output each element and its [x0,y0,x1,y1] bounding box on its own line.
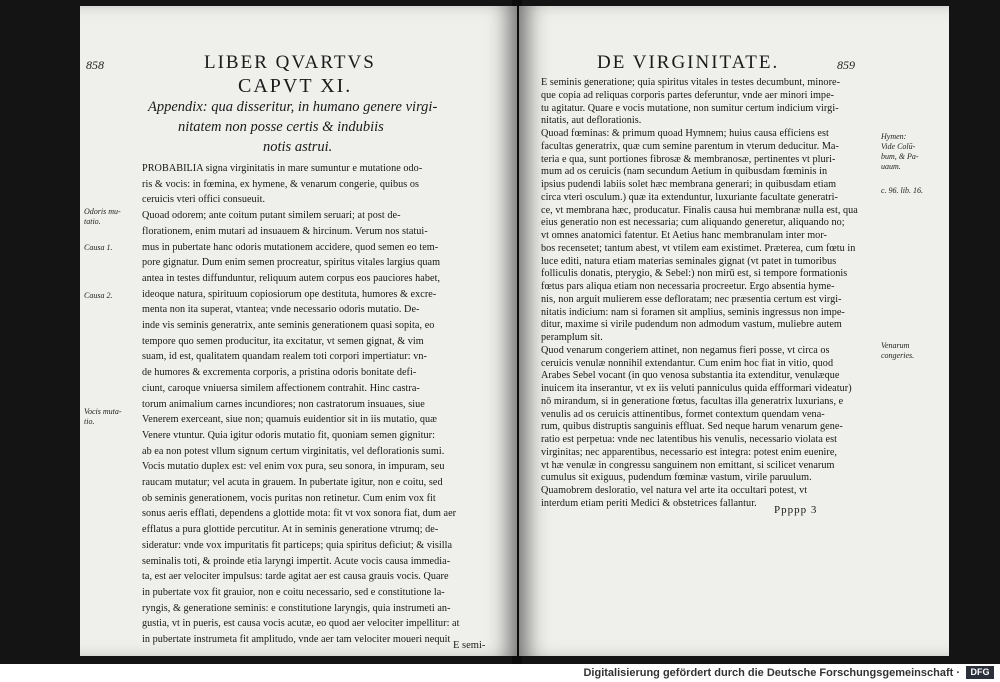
text-line: que copia ad reliquas corporis partes deferuntur, vnde aer minori impe- [541,89,835,101]
text-line: peramplum sit. [541,332,603,343]
text-line: florationem, enim mutari ad insuauem & hircinum. Verum nos statui- [142,225,428,237]
text-line: facultas generatrix, quæ cum semine parentum in vterum deducitur. Ma- [541,140,839,152]
catchword: E semi- [453,640,486,651]
signature-mark: Ppppp 3 [774,504,818,516]
text-line: ce, vt membrana hæc, producatur. Finalis causa hui membranæ nulla est, qua [541,204,858,216]
dfg-logo: DFG [966,666,994,679]
margin-note-causa-1: Causa 1. [84,243,113,252]
text-line: inde vis seminis generatrix, ante seminis generationem quasi sopita, eo [142,320,435,331]
right-folio: 859 [837,58,855,72]
margin-note-odoris: Odoris mu- tatio. [84,207,121,226]
text-line: circa vteri osculum.) quæ ita extenduntur, luxuriante facultate generatri- [541,191,838,203]
text-line: ris & vocis: in fœmina, ex hymene, & venarum congerie, quibus os [142,178,420,190]
text-line: ceruicis vteri offici consueuit. [142,194,266,206]
text-line: tu agitatur. Quare e vocis mutatione, non sumitur certum indicium virgi- [541,102,839,114]
text-line: nis, non arguit mulierem esse defloratam; nec præsentia certum est virgi- [541,293,842,305]
footer-credit: Digitalisierung gefördert durch die Deutsche Forschungsgemeinschaft · [583,667,960,679]
text-line: mus in pubertate hanc odoris mutationem accidere, quod semen eo tem- [142,241,439,253]
text-line: Venerem exerceant, siue non; quamuis euidentior sit in iis mutatio, quæ [142,414,437,426]
text-line: sideratur: vnde vox impuritatis fit particeps; quia spiritus deficiut; & visilla [142,539,453,551]
text-line: de humores & excrementa corporis, a pristina odoris bonitate defi- [142,367,417,379]
text-line: raucam mutatur; vel acuta in grauem. In pubertate igitur, non e coitu, sed [142,477,443,488]
heading-line-3: notis astrui. [263,139,333,155]
text-line: PROBABILIA signa virginitatis in mare sumuntur e mutatione odo- [142,163,423,174]
text-line: teria e qua, sunt portiones fibrosæ & membranosæ, pertinentes vt pluri- [541,153,836,165]
text-line: ratio est perpetua: vnde nec latentibus his venulis, necessario violata est [541,434,837,445]
text-line: sonus aeris efflati, dependens a glottide mota: fit vt vox sonora fiat, dum aer [142,508,457,520]
heading-line-1: Appendix: qua disseritur, in humano genere virgi- [148,99,438,115]
text-line: venulis ad os ceruicis attinentibus, formet contextum quendam vena- [541,408,825,420]
right-page [519,6,949,656]
text-line: nō mirandum, si in generatione fœtus, facultas illa generatrix luxurians, e [541,395,844,407]
text-line: Quoad fœminas: & primum quoad Hymnem; huius causa efficiens est [541,128,829,139]
text-line: Venere vtuntur. Quia igitur odoris mutatio fit, quoniam semen gignitur: [142,429,435,441]
text-line: Quamobrem desloratio, vel natura vel arte ita occultari potest, vt [541,485,808,496]
heading-line-2: nitatem non posse certis & indubiis [178,119,384,135]
text-line: pore gignatur. Dum enim semen procreatur, spiritus vitales largius quam [142,257,441,269]
chapter-title: CAPVT XI. [238,75,353,97]
text-line: vt hæ venulæ in congressu sanguinem non emittant, si scilicet venarum [541,459,835,471]
margin-note-reference: c. 96. lib. 16. [881,186,923,195]
left-folio: 858 [86,58,104,72]
text-line: fœtus pars aliqua etiam non necessaria procreetur. Ergo absentia hyme- [541,281,835,292]
text-line: gustia, vt in pueris, est causa vocis acutæ, eo quod aer velociter impellitur: at [142,618,460,630]
text-line: Vocis mutatio duplex est: vel enim vox pura, seu sonora, in impuram, seu [142,461,445,473]
text-line: seminalis toti, & proinde etia laryngi impertit. Acute vocis causa immedia- [142,555,451,567]
text-line: ta, est aer velociter impulsus: tarde agitat aer est causa grauis vocis. Quare [142,571,449,583]
text-line: nitatis, aut deflorationis. [541,115,642,127]
text-line: inuicem ita inserantur, vt ex iis veluti panniculus quida effformari videatur) [541,383,852,394]
text-line: antea in testes diffunduntur, reliquum autem corpus eos pauciores habet, [142,272,441,284]
text-line: ideoque natura, spirituum copiosiorum ope destituta, humores & excre- [142,288,437,300]
text-line: ab ea non potest vllum signum certum virginitatis, vel deflorationis sumi. [142,445,445,457]
text-line: in pubertate vox fit grauior, non e coitu necessario, sed e constitutione la- [142,586,445,598]
text-line: bos recensetet; tantum abest, vt vtilem eam existimet. Præterea, cum fœtu in [541,242,856,254]
text-line: folliculis donatis, pterygio, & Sebel:) non mirū est, si tempore formationis [541,268,848,280]
text-line: ciunt, caroque vniuersa similem affectionem contrahit. Hinc castra- [142,382,420,394]
text-line: suam, id est, qualitatem quandam realem toti corpori impertiatur: vn- [142,351,427,363]
text-line: virginitas; nec apparentibus, necessario est integra: potest enim euenire, [541,446,838,458]
footer-bar [0,664,1000,682]
text-line: interdum etiam periti Medici & obstetrices fallantur. [541,497,757,509]
text-line: rum, quibus distruptis sanguinis effluat. Sed neque harum venarum gene- [541,421,843,433]
text-line: torum animalium carnes incundiores; non castratorum insuaues, siue [142,398,425,410]
margin-note-causa-2: Causa 2. [84,291,113,300]
text-line: luce editi, natura etiam materias seminales gignat (vt patet in tumoribus [541,255,837,267]
text-line: eius generatio non est necessaria; cum aliquando generetur, aliquando no; [541,217,845,229]
text-line: ipsius pudendi labiis solet hæc membrana generari; in quibusdam etiam [541,179,837,190]
text-line: nitatis indicium: nam si foramen sit amplius, seminis ingressus non impe- [541,306,845,318]
right-running-head: DE VIRGINITATE. [597,52,780,73]
margin-note-hymen: Hymen: Vide Colū- bum, & Pa- uaum. [881,132,919,171]
text-line: cumulus sit exiguus, pudendum fœminæ vastum, virile paruulum. [541,472,812,484]
text-line: E seminis generatione; quia spiritus vitales in testes decumbunt, minore- [541,77,841,88]
text-line: in pubertate instrumeta fit amplitudo, vnde aer tam velociter moueri nequit [142,634,451,645]
text-line: ob seminis generationem, vocis puritas non retinetur. Cum enim vox fit [142,492,436,504]
text-line: ceruicis venulæ nonnihil extendantur. Cum enim hoc fiat in vitio, quod [541,357,834,369]
text-line: Quod venarum congeriem attinet, non negamus fieri posse, vt circa os [541,344,830,356]
text-line: Quoad odorem; ante coitum putant similem seruari; at post de- [142,210,401,222]
text-line: ryngis, & generatione seminis: e constitutione laryngis, quia instrumeti an- [142,602,451,614]
left-running-head: LIBER QVARTVS [204,52,376,73]
text-line: efflatus a pura glottide percutitur. At in seminis generatione vtrumq; de- [142,524,439,536]
text-line: ditur, maxime si virile pudendum non admodum vastum, muliebre autem [541,319,842,331]
text-line: mum ad os ceruicis (nam secundum Aetium in quibusdam fœminis in [541,166,828,178]
text-line: menta non ita superat, vtantea; vnde necessario odoris mutatio. De- [142,304,420,316]
text-line: vt omnes anatomici fatentur. Et Aetius hanc membranulam inter mor- [541,230,828,241]
margin-note-vocis: Vocis muta- tio. [84,407,122,426]
text-line: Arabes Sebel vocant (in quo venosa substantia ita extenditur, venulæque [541,370,840,382]
text-line: tempore quo semen producitur, ita excitatur, vt semen gignat, & vim [142,335,424,347]
margin-note-venarum: Venarum congeries. [881,341,915,360]
left-page [80,6,517,656]
